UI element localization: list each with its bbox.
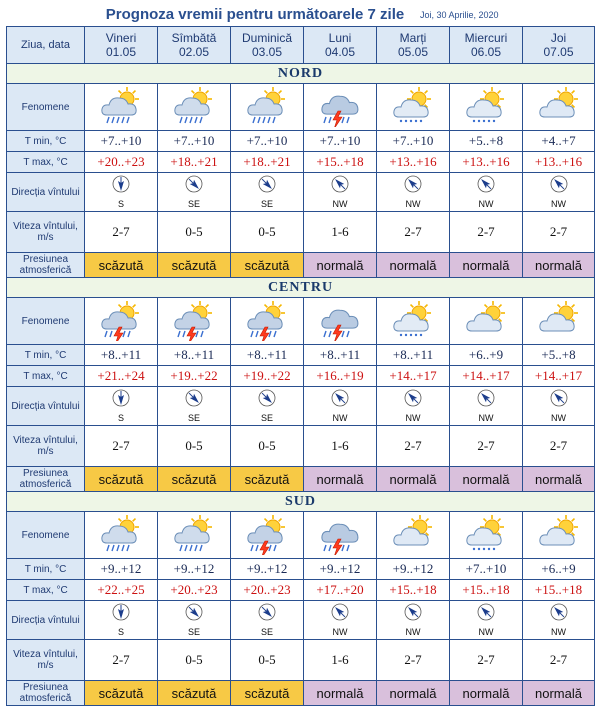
day-header (450, 27, 523, 64)
phenomena-cell (523, 84, 595, 131)
tmin-value: +7..+10 (231, 131, 304, 152)
wind-direction-cell (304, 173, 377, 212)
sun-cloud-thunder-icon (231, 515, 303, 555)
phenomena-cell (231, 512, 304, 559)
phenomena-cell (231, 84, 304, 131)
wind-speed-value: 2-7 (377, 640, 450, 681)
pressure-row (7, 253, 595, 278)
tmax-row (7, 366, 595, 387)
wind-direction (158, 603, 230, 637)
compass-arrow-icon (185, 389, 203, 412)
wind-direction (231, 603, 303, 637)
forecast-date: Joi, 30 Aprilie, 2020 (420, 10, 499, 20)
wind-speed-row (7, 212, 595, 253)
compass-arrow-icon (112, 389, 130, 412)
wind-direction-cell (158, 173, 231, 212)
wind-direction (85, 603, 157, 637)
phenomena-cell (158, 298, 231, 345)
wind-speed-value: 2-7 (450, 426, 523, 467)
pressure-value: normală (377, 467, 450, 492)
wind-direction-label: NW (405, 413, 421, 423)
tmin-value: +9..+12 (158, 559, 231, 580)
wind-direction-label: S (117, 413, 124, 423)
pressure-value: normală (304, 681, 377, 706)
region-name: SUD (7, 492, 595, 512)
day-date: 04.05 (324, 45, 356, 59)
sun-cloud-icon (523, 515, 594, 555)
day-name: Miercuri (464, 31, 508, 45)
row-label-tmin: T min, °C (7, 131, 85, 152)
wind-direction-cell (523, 601, 595, 640)
tmax-value: +13..+16 (450, 152, 523, 173)
compass-arrow-icon (258, 389, 276, 412)
wind-speed-value: 2-7 (85, 426, 158, 467)
day-header (85, 27, 158, 64)
row-label-pressure: Presiunea atmosferică (7, 253, 85, 278)
compass-arrow-icon (331, 175, 349, 198)
sun-cloud-drizzle-icon (377, 301, 449, 341)
wind-direction-cell (231, 601, 304, 640)
row-label-tmin: T min, °C (7, 559, 85, 580)
sun-cloud-drizzle-icon (450, 87, 522, 127)
day-header (304, 27, 377, 64)
tmin-value: +6..+9 (523, 559, 595, 580)
day-header (377, 27, 450, 64)
tmin-row (7, 131, 595, 152)
pressure-value: normală (523, 253, 595, 278)
cloud-thunder-rain-icon (304, 301, 376, 341)
compass-arrow-icon (258, 603, 276, 626)
tmin-row (7, 559, 595, 580)
cloud-thunder-rain-icon (304, 87, 376, 127)
pressure-row (7, 467, 595, 492)
tmin-value: +8..+11 (158, 345, 231, 366)
wind-speed-value: 1-6 (304, 212, 377, 253)
wind-direction-cell (231, 173, 304, 212)
wind-direction (450, 389, 522, 423)
wind-speed-value: 2-7 (85, 640, 158, 681)
tmin-value: +7..+10 (450, 559, 523, 580)
wind-direction-cell (450, 601, 523, 640)
tmax-row (7, 152, 595, 173)
row-label-tmax: T max, °C (7, 580, 85, 601)
pressure-value: scăzută (231, 467, 304, 492)
compass-arrow-icon (550, 175, 568, 198)
tmax-value: +18..+21 (231, 152, 304, 173)
wind-direction-label: SE (187, 413, 200, 423)
wind-direction-label: NW (405, 627, 421, 637)
pressure-value: normală (304, 253, 377, 278)
pressure-value: scăzută (231, 253, 304, 278)
pressure-value: normală (450, 467, 523, 492)
wind-direction-row (7, 173, 595, 212)
pressure-value: scăzută (85, 467, 158, 492)
sun-cloud-drizzle-icon (450, 515, 522, 555)
sun-cloud-rain-icon (85, 515, 157, 555)
sun-cloud-icon (377, 515, 449, 555)
wind-direction-cell (231, 387, 304, 426)
tmax-value: +20..+23 (231, 580, 304, 601)
row-label-speed: Viteza vîntului, m/s (7, 640, 85, 681)
row-label-phenomena: Fenomene (7, 84, 85, 131)
wind-direction (377, 603, 449, 637)
tmax-row (7, 580, 595, 601)
tmin-value: +8..+11 (377, 345, 450, 366)
compass-arrow-icon (258, 175, 276, 198)
wind-speed-value: 2-7 (523, 212, 595, 253)
phenomena-row (7, 84, 595, 131)
wind-direction-label: SE (260, 627, 273, 637)
phenomena-cell (377, 84, 450, 131)
row-label-tmin: T min, °C (7, 345, 85, 366)
cloud-thunder-rain-icon (304, 515, 376, 555)
pressure-value: normală (377, 253, 450, 278)
wind-direction-label: NW (332, 413, 348, 423)
day-date: 01.05 (105, 45, 137, 59)
wind-direction-label: NW (551, 199, 566, 209)
wind-direction (523, 389, 594, 423)
tmin-value: +7..+10 (377, 131, 450, 152)
pressure-value: scăzută (231, 681, 304, 706)
page-title: Prognoza vremii pentru următoarele 7 zile (105, 6, 405, 23)
phenomena-cell (450, 512, 523, 559)
wind-direction (231, 175, 303, 209)
sun-cloud-thunder-icon (158, 301, 230, 341)
tmax-value: +15..+18 (450, 580, 523, 601)
wind-direction (231, 389, 303, 423)
phenomena-cell (85, 298, 158, 345)
sun-cloud-rain-icon (85, 87, 157, 127)
wind-direction-cell (377, 173, 450, 212)
wind-direction-label: NW (551, 627, 566, 637)
row-label-pressure: Presiunea atmosferică (7, 467, 85, 492)
phenomena-cell (523, 512, 595, 559)
wind-direction-label: NW (332, 199, 348, 209)
sun-cloud-thunder-icon (85, 301, 157, 341)
wind-direction (523, 175, 594, 209)
tmin-value: +9..+12 (231, 559, 304, 580)
wind-direction (450, 175, 522, 209)
wind-direction-label: SE (187, 627, 200, 637)
wind-speed-value: 2-7 (523, 640, 595, 681)
wind-direction-cell (523, 173, 595, 212)
sun-cloud-icon (523, 301, 594, 341)
region-row (7, 492, 595, 512)
wind-direction (304, 389, 376, 423)
pressure-value: normală (450, 681, 523, 706)
tmin-value: +9..+12 (85, 559, 158, 580)
pressure-value: normală (450, 253, 523, 278)
wind-direction-cell (158, 387, 231, 426)
phenomena-cell (304, 512, 377, 559)
compass-arrow-icon (331, 389, 349, 412)
pressure-value: normală (523, 681, 595, 706)
tmax-value: +13..+16 (377, 152, 450, 173)
phenomena-cell (377, 512, 450, 559)
tmin-value: +9..+12 (377, 559, 450, 580)
row-label-direction: Direcția vîntului (7, 601, 85, 640)
row-label-pressure: Presiunea atmosferică (7, 681, 85, 706)
wind-direction-cell (85, 601, 158, 640)
day-date: 03.05 (251, 45, 283, 59)
phenomena-cell (85, 512, 158, 559)
wind-direction-label: S (117, 627, 124, 637)
pressure-value: scăzută (158, 467, 231, 492)
pressure-value: scăzută (85, 253, 158, 278)
wind-direction-row (7, 601, 595, 640)
wind-direction-label: NW (478, 413, 494, 423)
phenomena-cell (377, 298, 450, 345)
tmin-value: +8..+11 (304, 345, 377, 366)
region-row (7, 278, 595, 298)
phenomena-row (7, 298, 595, 345)
wind-speed-value: 0-5 (158, 212, 231, 253)
region-name: NORD (7, 64, 595, 84)
wind-direction (377, 175, 449, 209)
compass-arrow-icon (404, 389, 422, 412)
tmax-value: +15..+18 (523, 580, 595, 601)
row-label-tmax: T max, °C (7, 152, 85, 173)
phenomena-cell (450, 84, 523, 131)
pressure-value: scăzută (158, 681, 231, 706)
wind-direction (158, 389, 230, 423)
tmax-value: +22..+25 (85, 580, 158, 601)
tmin-value: +7..+10 (158, 131, 231, 152)
tmin-value: +4..+7 (523, 131, 595, 152)
wind-direction (85, 175, 157, 209)
sun-cloud-icon (523, 87, 594, 127)
phenomena-cell (158, 512, 231, 559)
phenomena-cell (85, 84, 158, 131)
wind-speed-value: 0-5 (158, 640, 231, 681)
tmin-row (7, 345, 595, 366)
row-label-phenomena: Fenomene (7, 512, 85, 559)
day-date: 06.05 (470, 45, 502, 59)
wind-direction-cell (85, 387, 158, 426)
wind-speed-value: 0-5 (158, 426, 231, 467)
compass-arrow-icon (477, 389, 495, 412)
wind-direction-label: SE (260, 413, 273, 423)
wind-direction-cell (450, 387, 523, 426)
tmax-value: +16..+19 (304, 366, 377, 387)
compass-arrow-icon (185, 603, 203, 626)
wind-direction (158, 175, 230, 209)
tmax-value: +15..+18 (377, 580, 450, 601)
row-label-speed: Viteza vîntului, m/s (7, 426, 85, 467)
wind-direction-cell (158, 601, 231, 640)
tmin-value: +7..+10 (304, 131, 377, 152)
phenomena-cell (450, 298, 523, 345)
wind-direction-label: NW (405, 199, 421, 209)
day-name: Marți (399, 31, 427, 45)
pressure-value: normală (304, 467, 377, 492)
compass-arrow-icon (404, 603, 422, 626)
wind-direction (304, 603, 376, 637)
day-date: 05.05 (397, 45, 429, 59)
wind-direction (450, 603, 522, 637)
wind-speed-row (7, 426, 595, 467)
tmin-value: +5..+8 (523, 345, 595, 366)
region-name: CENTRU (7, 278, 595, 298)
compass-arrow-icon (185, 175, 203, 198)
compass-arrow-icon (477, 603, 495, 626)
row-label-direction: Direcția vîntului (7, 387, 85, 426)
tmin-value: +7..+10 (85, 131, 158, 152)
tmax-value: +17..+20 (304, 580, 377, 601)
wind-speed-value: 1-6 (304, 426, 377, 467)
tmax-value: +14..+17 (523, 366, 595, 387)
wind-direction (304, 175, 376, 209)
tmin-value: +6..+9 (450, 345, 523, 366)
day-header (231, 27, 304, 64)
wind-direction (85, 389, 157, 423)
wind-direction-label: S (117, 199, 124, 209)
wind-speed-value: 2-7 (450, 640, 523, 681)
tmax-value: +21..+24 (85, 366, 158, 387)
wind-speed-value: 2-7 (377, 212, 450, 253)
tmin-value: +5..+8 (450, 131, 523, 152)
wind-speed-value: 2-7 (523, 426, 595, 467)
pressure-value: normală (377, 681, 450, 706)
pressure-value: scăzută (85, 681, 158, 706)
pressure-value: normală (523, 467, 595, 492)
compass-arrow-icon (550, 603, 568, 626)
tmax-value: +15..+18 (304, 152, 377, 173)
region-row (7, 64, 595, 84)
day-date: 02.05 (178, 45, 210, 59)
forecast-table (6, 26, 595, 706)
tmin-value: +8..+11 (85, 345, 158, 366)
tmax-value: +19..+22 (231, 366, 304, 387)
tmax-value: +14..+17 (377, 366, 450, 387)
compass-arrow-icon (331, 603, 349, 626)
day-name: Luni (328, 31, 352, 45)
wind-direction-label: NW (551, 413, 566, 423)
sun-cloud-thunder-icon (231, 301, 303, 341)
wind-direction-label: NW (332, 627, 348, 637)
phenomena-cell (158, 84, 231, 131)
wind-direction-label: SE (260, 199, 273, 209)
sun-cloud-rain-icon (158, 515, 230, 555)
row-label-tmax: T max, °C (7, 366, 85, 387)
sun-cloud-rain-icon (231, 87, 303, 127)
phenomena-row (7, 512, 595, 559)
wind-speed-value: 2-7 (85, 212, 158, 253)
wind-speed-value: 1-6 (304, 640, 377, 681)
wind-direction-row (7, 387, 595, 426)
sun-cloud-drizzle-icon (377, 87, 449, 127)
wind-direction-cell (523, 387, 595, 426)
wind-direction-label: NW (478, 627, 494, 637)
phenomena-cell (304, 298, 377, 345)
day-name: Sîmbătă (171, 31, 217, 45)
header-row (7, 27, 595, 64)
wind-speed-value: 0-5 (231, 212, 304, 253)
compass-arrow-icon (112, 175, 130, 198)
wind-direction-cell (450, 173, 523, 212)
tmax-value: +14..+17 (450, 366, 523, 387)
wind-direction (377, 389, 449, 423)
tmax-value: +18..+21 (158, 152, 231, 173)
day-date: 07.05 (543, 45, 574, 59)
sun-cloud-rain-icon (158, 87, 230, 127)
phenomena-cell (231, 298, 304, 345)
wind-speed-value: 0-5 (231, 426, 304, 467)
wind-direction-label: SE (187, 199, 200, 209)
wind-direction-cell (377, 601, 450, 640)
phenomena-cell (304, 84, 377, 131)
compass-arrow-icon (112, 603, 130, 626)
tmax-value: +20..+23 (85, 152, 158, 173)
wind-direction-cell (304, 601, 377, 640)
compass-arrow-icon (550, 389, 568, 412)
wind-direction-cell (85, 173, 158, 212)
tmin-value: +8..+11 (231, 345, 304, 366)
tmax-value: +13..+16 (523, 152, 595, 173)
day-name: Joi (550, 31, 567, 45)
wind-direction-cell (377, 387, 450, 426)
wind-speed-value: 0-5 (231, 640, 304, 681)
row-label-speed: Viteza vîntului, m/s (7, 212, 85, 253)
wind-direction-label: NW (478, 199, 494, 209)
phenomena-cell (523, 298, 595, 345)
header-label: Ziua, data (7, 27, 85, 64)
day-header (523, 27, 595, 64)
pressure-row (7, 681, 595, 706)
row-label-direction: Direcția vîntului (7, 173, 85, 212)
wind-direction (523, 603, 594, 637)
pressure-value: scăzută (158, 253, 231, 278)
tmin-value: +9..+12 (304, 559, 377, 580)
row-label-phenomena: Fenomene (7, 298, 85, 345)
day-header (158, 27, 231, 64)
day-name: Vineri (105, 31, 137, 45)
wind-speed-row (7, 640, 595, 681)
wind-speed-value: 2-7 (450, 212, 523, 253)
compass-arrow-icon (477, 175, 495, 198)
tmax-value: +20..+23 (158, 580, 231, 601)
wind-direction-cell (304, 387, 377, 426)
compass-arrow-icon (404, 175, 422, 198)
tmax-value: +19..+22 (158, 366, 231, 387)
day-name: Duminică (241, 31, 292, 45)
sun-cloud-icon (450, 301, 522, 341)
wind-speed-value: 2-7 (377, 426, 450, 467)
